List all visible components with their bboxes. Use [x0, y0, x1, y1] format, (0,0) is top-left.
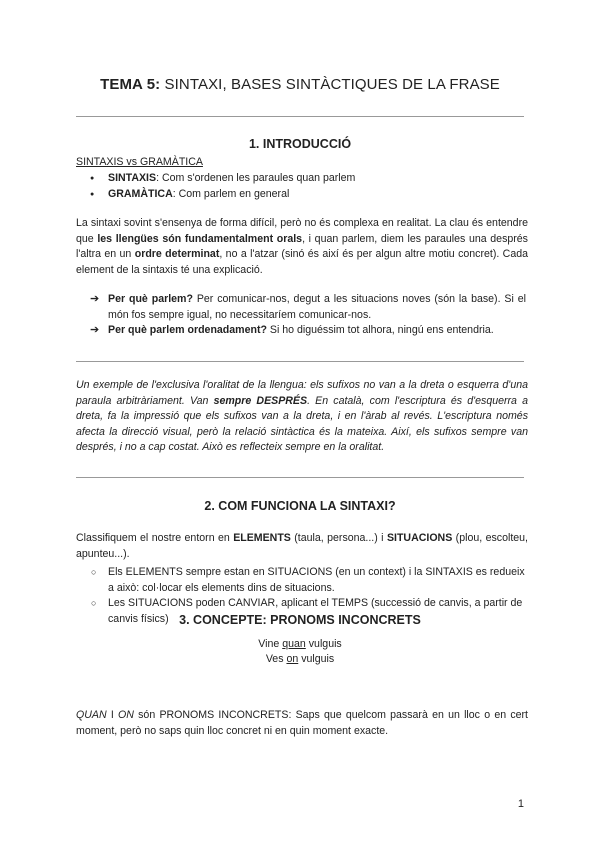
italic-paragraph: Un exemple de l'exclusiva l'oralitat de la llengua: els sufixos no van a la dreta o esquerra d'una paraula arbitràriament. Van sempre DESPRÉS. En català, com l'escriptura és d'esquerra a dreta, fa la impressió que els sufixos van a la dreta, i en l'àrab al revés. L'escriptura només afecta la direcció visual, però la relació sintàctica és la mateixa. Així, els sufixos sempre van després, i no a cap costat. Això es reflecteix sempre en la oralitat. [76, 379, 528, 453]
section-heading-2: 2. COM FUNCIONA LA SINTAXI? [204, 499, 396, 513]
list-item: ➔ Per què parlem? Per comunicar-nos, degut a les situacions noves (són la base). Si el món fos sempre igual, no necessitaríem comunicar-nos. [90, 293, 526, 321]
document-title [0, 76, 600, 93]
arrow-icon: ➔ [90, 293, 100, 305]
subheading: SINTAXIS vs GRAMÀTICA [76, 156, 203, 168]
list-item: ○ Els ELEMENTS sempre estan en SITUACIONS (en un context) i la SINTAXIS es redueix a això: col·locar els elements dins de situacions. [91, 566, 525, 594]
question-list [90, 292, 526, 339]
paragraph: La sintaxi sovint s'ensenya de forma difícil, però no és complexa en realitat. La clau és entendre que les llengües són fundamentalment orals, i quan parlem, diem les paraules una després l'altra en un ordre determinat, no a l'atzar (sinó és així és per algun altre motiu concret). Cada element de la sintaxis té una explicació. [76, 217, 528, 276]
list-item: ● SINTAXIS: Com s'ordenen les paraules quan parlem [90, 171, 355, 187]
list-item: ○ Les SITUACIONS poden CANVIAR, aplicant el TEMPS (successió de canvis, a partir de canvis físics) [91, 597, 523, 625]
circle-bullet-icon: ○ [91, 567, 97, 577]
example-line: Ves on vulguis [265, 653, 335, 665]
divider [76, 361, 524, 362]
title-label: TEMA 5: [100, 76, 161, 93]
paragraph: Classifiquem el nostre entorn en ELEMENTS (taula, persona...) i SITUACIONS (plou, escolteu, apunteu...). [76, 532, 528, 560]
divider [76, 477, 524, 478]
page-number: 1 [517, 798, 524, 810]
section-heading-3: 3. CONCEPTE: PRONOMS INCONCRETS [179, 613, 421, 627]
divider [76, 116, 524, 117]
circle-bullet-icon: ○ [91, 598, 97, 608]
section-heading-1: 1. INTRODUCCIÓ [248, 137, 352, 151]
list-item: ➔ Per què parlem ordenadament? Si ho diguéssim tot alhora, ningú ens entendria. [90, 323, 526, 339]
list-item: ● GRAMÀTICA: Com parlem en general [90, 187, 355, 203]
example-line: Vine quan vulguis [258, 638, 342, 650]
paragraph: QUAN I ON són PRONOMS INCONCRETS: Saps que quelcom passarà en un lloc o en cert moment, però no saps quin lloc concret ni en quin moment exacte. [76, 709, 528, 737]
title-text: SINTAXI, BASES SINTÀCTIQUES DE LA FRASE [160, 76, 500, 93]
arrow-icon: ➔ [90, 324, 100, 336]
definition-list [90, 171, 355, 202]
